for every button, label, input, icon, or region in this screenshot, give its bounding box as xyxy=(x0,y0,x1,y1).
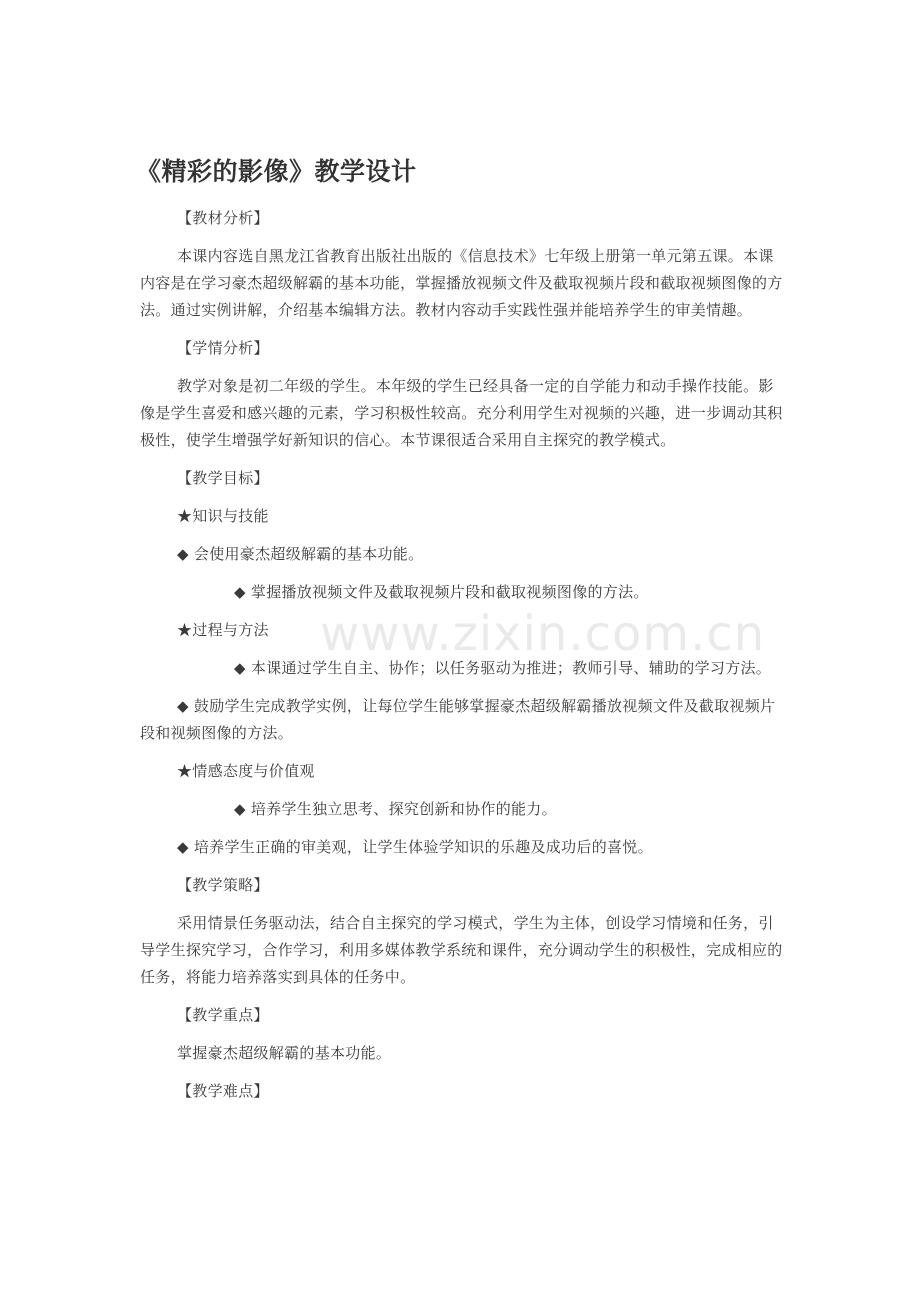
paragraph-student-analysis: 教学对象是初二年级的学生。本年级的学生已经具备一定的自学能力和动手操作技能。影像是学生喜爱和感兴趣的元素，学习积极性较高。充分利用学生对视频的兴趣，进一步调动其积极性，使学生增强学好新知识的信心。本节课很适合采用自主探究的教学模式。 xyxy=(140,377,783,449)
section-heading-teaching-goals: 【教学目标】 xyxy=(177,469,269,487)
document-title: 《精彩的影像》教学设计 xyxy=(136,157,417,186)
section-heading-teaching-strategy: 【教学策略】 xyxy=(177,876,269,894)
paragraph-key-points: 掌握豪杰超级解霸的基本功能。 xyxy=(177,1044,392,1062)
bullet-item: ◆ 会使用豪杰超级解霸的基本功能。 xyxy=(177,545,424,563)
section-heading-student-analysis: 【学情分析】 xyxy=(177,339,269,357)
paragraph-textbook-analysis: 本课内容选自黑龙江省教育出版社出版的《信息技术》七年级上册第一单元第五课。本课内容是在学习豪杰超级解霸的基本功能，掌握播放视频文件及截取视频片段和截取视频图像的方法。通过实例讲解，介绍基本编辑方法。教材内容动手实践性强并能培养学生的审美情趣。 xyxy=(140,247,783,319)
subheading-knowledge-skills: ★知识与技能 xyxy=(177,507,269,525)
section-heading-difficulties: 【教学难点】 xyxy=(177,1082,269,1100)
bullet-item: ◆ 培养学生正确的审美观，让学生体验学知识的乐趣及成功后的喜悦。 xyxy=(177,838,653,856)
subheading-process-methods: ★过程与方法 xyxy=(177,621,269,639)
document-body xyxy=(136,152,786,1116)
section-heading-key-points: 【教学重点】 xyxy=(177,1006,269,1024)
watermark-text: www.zixin.com.cn xyxy=(320,606,766,662)
paragraph-teaching-strategy: 采用情景任务驱动法，结合自主探究的学习模式，学生为主体，创设学习情境和任务，引导学生探究学习，合作学习，利用多媒体教学系统和课件，充分调动学生的积极性，完成相应的任务，将能力培养落实到具体的任务中。 xyxy=(140,914,783,986)
bullet-item: ◆ 本课通过学生自主、协作；以任务驱动为推进；教师引导、辅助的学习方法。 xyxy=(234,659,772,677)
bullet-item: ◆ 培养学生独立思考、探究创新和协作的能力。 xyxy=(234,800,557,818)
subheading-emotion-values: ★情感态度与价值观 xyxy=(177,762,315,780)
bullet-item: ◆ 鼓励学生完成教学实例，让每位学生能够掌握豪杰超级解霸播放视频文件及截取视频片段和视频图像的方法。 xyxy=(140,697,776,742)
bullet-item: ◆ 掌握播放视频文件及截取视频片段和截取视频图像的方法。 xyxy=(234,583,649,601)
section-heading-textbook-analysis: 【教材分析】 xyxy=(177,209,269,227)
